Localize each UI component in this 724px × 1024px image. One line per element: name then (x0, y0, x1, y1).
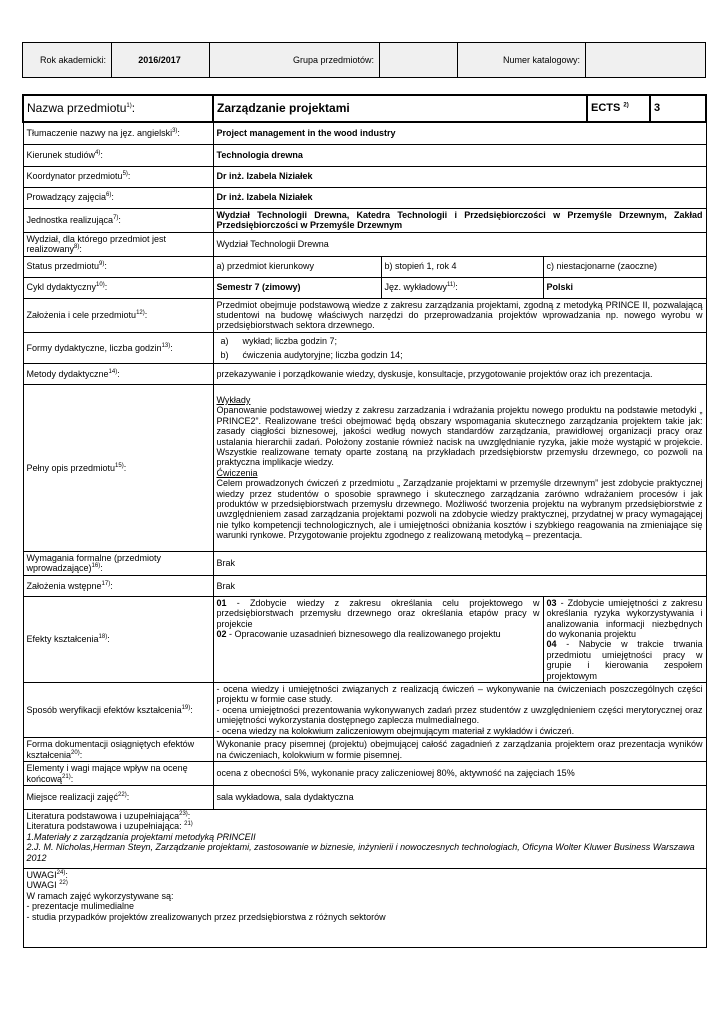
language-label: Jęz. wykładowy (384, 282, 448, 293)
goals-value: Przedmiot obejmuje podstawową wiedze z zakresu zarządzania projektami, zgodną z metodyką PRINCE II, pozwalającą studentowi na budowę właściwych narzędzi do przeprowadzania projektów wprowadzania np. nowego wyrobu w przedsiębiorstwach sektora drzewnego. (213, 298, 706, 332)
lecturer-value: Dr inż. Izabela Niziałek (213, 187, 706, 208)
status-label: Status przedmiotu (26, 261, 100, 272)
methods-row: Metody dydaktyczne$^{14)}$: przekazywanie i porządkowanie wiedzy, dyskusje, konsultacje, przygotowanie projektów oraz ich prezentacja. (23, 363, 706, 384)
requirements-row: Wymagania formalne (przedmioty wprowadzające)$^{16)}$: Brak (23, 551, 706, 575)
place-label: Miejsce realizacji zajęć (26, 792, 119, 803)
academic-year-value: 2016/2017 (112, 43, 210, 78)
documentation-value: Wykonanie pracy pisemnej (projektu) obejmującej całość zagadnień z zarządzania projektem oraz prezentacja wyników na ćwiczeniach, kolokwium w formie pisemnej. (213, 738, 706, 762)
weights-row: Elementy i wagi mające wpływ na ocenę końcową$^{21)}$: ocena z obecności 5%, wykonanie pracy zaliczeniowej 80%, aktywność na zajęciach 15% (23, 762, 706, 786)
requirements-label: Wymagania formalne (przedmioty wprowadzające) (26, 552, 161, 574)
notes-cell: UWAGI$^{24)}$: UWAGI $^{22)}$ W ramach zajęć wykorzystywane są: - prezentacje mulimedialne - studia przypadków projektów zrealizowanych przez przedsiębiorstwa z różnych sektorów (23, 869, 706, 948)
lectures-heading: Wykłady (216, 394, 251, 405)
list-item: 2.J. M. Nicholas,Herman Steyn, Zarządzanie projektami, zastosowanie w biznesie, inżynierii i nowoczesnych technologiach, Oficyna Wolter Kluwer Business Warszawa 2012 (26, 842, 695, 863)
course-group-label: Grupa przedmiotów: (210, 43, 380, 78)
forms-list (217, 336, 703, 360)
translation-value: Project management in the wood industry (213, 122, 706, 144)
prerequisites-row: Założenia wstępne$^{17)}$: Brak (23, 575, 706, 596)
list-item: - ocena wiedzy i umiejętności związanych z realizacją ćwiczeń – wykonywanie na ćwiczeniach poszczególnych części projektu w formie case study. (216, 683, 703, 705)
requirements-value: Brak (213, 551, 706, 575)
list-item: 02 - Opracowanie uzasadnień biznesowego dla realizowanego projektu (216, 628, 501, 639)
list-item: - prezentacje mulimedialne (26, 901, 135, 912)
exercises-heading: Ćwiczenia (216, 467, 258, 478)
goals-row: Założenia i cele przedmiotu$^{12)}$: Przedmiot obejmuje podstawową wiedze z zakresu zarządzania projektami, zgodną z metodyką PRINCE II, pozwalającą studentowi na budowę właściwych narzędzi do przeprowadzania projektów wprowadzania np. nowego wyrobu w przedsiębiorstwach sektora drzewnego. (23, 298, 706, 332)
list-item: a) wykład; liczba godzin 7; (220, 336, 338, 347)
documentation-row: Forma dokumentacji osiągniętych efektów kształcenia$^{20)}$: Wykonanie pracy pisemnej (projektu) obejmującej całość zagadnień z zarządzania projektem oraz prezentacja wyników na ćwiczeniach, kolokwium w formie pisemnej. (23, 738, 706, 762)
translation-label: Tłumaczenie nazwy na jęz. angielski (26, 128, 173, 139)
lecturer-label: Prowadzący zajęcia (26, 192, 107, 203)
list-item: - ocena umiejętności prezentowania wykonywanych zadań przez studentów z uwzględnieniem części merytorycznej oraz umiejętności wykorzystania dostępnego zaplecza mulmedialnego. (216, 704, 703, 726)
documentation-label: Forma dokumentacji osiągniętych efektów kształcenia (26, 739, 195, 760)
ects-value: 3 (650, 95, 706, 122)
academic-year-label: Rok akademicki: (23, 43, 112, 78)
status-row: Status przedmiotu$^{9)}$: a) przedmiot kierunkowy b) stopień 1, rok 4 c) niestacjonarne (zaoczne) (23, 256, 706, 277)
lecturer-row: Prowadzący zajęcia$^{6)}$: Dr inż. Izabela Niziałek (23, 187, 706, 208)
list-item: b) ćwiczenia audytoryjne; liczba godzin 14; (220, 349, 403, 360)
description-value (213, 384, 706, 551)
methods-value: przekazywanie i porządkowanie wiedzy, dyskusje, konsultacje, przygotowanie projektów oraz ich prezentacja. (213, 363, 706, 384)
effects-right (543, 596, 706, 682)
list-item: 01 - Zdobycie wiedzy z zakresu określania celu projektowego w przedsiębiorstwach przemysłu drzewnego oraz określania etapów pracy w projekcie (216, 597, 540, 629)
forms-value (213, 332, 706, 363)
language-value: Polski (543, 277, 706, 298)
notes-row (23, 869, 706, 948)
faculty-label: Wydział, dla którego przedmiot jest realizowany (26, 233, 166, 254)
verification-row: Sposób weryfikacji efektów kształcenia$^{19)}$: - ocena wiedzy i umiejętności związanych z realizacją ćwiczeń – wykonywanie na ćwiczeniach poszczególnych części projektu w formie case study. - ocena umiejętności prezentowania wykonywanych zadań przez studentów z uwzględnieniem części merytorycznej oraz umiejętności wykorzystania dostępnego zaplecza mulmedialnego. - ocena wiedzy na kolokwium zaliczeniowym obejmującym materiał z wykładów i ćwiczeń. (23, 682, 706, 737)
literature-row (23, 810, 706, 869)
description-label: Pełny opis przedmiotu (26, 462, 116, 473)
faculty-row: Wydział, dla którego przedmiot jest realizowany$^{8)}$: Wydział Technologii Drewna (23, 232, 706, 256)
course-name-row: Nazwa przedmiotu$^{1)}$: Zarządzanie projektami ECTS $^{2)}$ 3 (23, 95, 706, 122)
field-value: Technologia drewna (213, 144, 706, 166)
course-name-label: Nazwa przedmiotu (27, 101, 127, 116)
ects-label: ECTS (591, 102, 621, 115)
catalog-number-label: Numer katalogowy: (458, 43, 586, 78)
weights-value: ocena z obecności 5%, wykonanie pracy zaliczeniowej 80%, aktywność na zajęciach 15% (213, 762, 706, 786)
methods-label: Metody dydaktyczne (26, 368, 109, 379)
course-card-table (22, 94, 707, 948)
translation-row: Tłumaczenie nazwy na jęz. angielski$^{3)}$: Project management in the wood industry (23, 122, 706, 144)
course-group-value[interactable] (380, 43, 458, 78)
header-table (22, 42, 706, 78)
list-item: - ocena wiedzy na kolokwium zaliczeniowym obejmującym materiał z wykładów i ćwiczeń. (216, 725, 575, 736)
verification-value (213, 682, 706, 737)
cycle-row: Cykl dydaktyczny$^{10)}$: Semestr 7 (zimowy) Jęz. wykładowy$^{11)}$: Polski (23, 277, 706, 298)
effects-label: Efekty kształcenia (26, 634, 99, 645)
coordinator-row: Koordynator przedmiotu$^{5)}$: Dr inż. Izabela Niziałek (23, 166, 706, 187)
status-mode: c) niestacjonarne (zaoczne) (543, 256, 706, 277)
course-name-value: Zarządzanie projektami (213, 95, 587, 122)
coordinator-value: Dr inż. Izabela Niziałek (213, 166, 706, 187)
prerequisites-value: Brak (213, 575, 706, 596)
field-label: Kierunek studiów (26, 149, 96, 160)
lectures-text: Opanowanie podstawowej wiedzy z zakresu zarzadzania i wdrażania projektu nowego produktu na podstawie metodyki „ PRINCE2”. Realizowane treści obejmować będą obszary wspomagania skutecznego zarządzania projektem takie jak: zasady ciągłości biznesowej, jakości według nowych standardów zarządzania, prawidłowej organizacji pracy oraz ustalania hierarchii zadań. Położony zostanie również nacisk na uwzględnianie ryzyka, jakie może wystąpić w projekcie. Wszystkie realizowane tematy oparte zostaną na przykładach przedsiębiorstw przemysłu drzewnego, co pozwoli na praktyczna implikacje wiedzy. (216, 405, 703, 468)
unit-label: Jednostka realizująca (26, 214, 114, 225)
place-value: sala wykładowa, sala dydaktyczna (213, 786, 706, 810)
coordinator-label: Koordynator przedmiotu (26, 171, 123, 182)
unit-row: Jednostka realizująca$^{7)}$: Wydział Technologii Drewna, Katedra Technologii i Przedsiębiorczości w Przemyśle Drzewnym, Zakład Przedsiębiorczości w Przemyśle Drzewnym (23, 208, 706, 232)
goals-label: Założenia i cele przedmiotu (26, 309, 137, 320)
faculty-value: Wydział Technologii Drewna (213, 232, 706, 256)
literature-label: Literatura podstawowa i uzupełniająca (26, 811, 180, 821)
literature-cell: Literatura podstawowa i uzupełniająca$^{23)}$: Literatura podstawowa i uzupełniająca: $^{21)}$ 1.Materiały z zarządzania projektami metodyką PRINCEII 2.J. M. Nicholas,Herman Steyn, Zarządzanie projektami, zastosowanie w biznesie, inżynierii i nowoczesnych technologiach, Oficyna Wolter Kluwer Business Warszawa 2012 (23, 810, 706, 869)
cycle-label: Cykl dydaktyczny (26, 282, 97, 293)
verification-label: Sposób weryfikacji efektów kształcenia (26, 704, 182, 715)
forms-label: Formy dydaktyczne, liczba godzin (26, 342, 162, 353)
list-item: 04 - Nabycie w trakcie trwania przedmiotu umiejętności pracy w grupie i kierowania zespołem projektowym (546, 639, 703, 681)
forms-row: Formy dydaktyczne, liczba godzin$^{13)}$: a) wykład; liczba godzin 7; b) ćwiczenia audytoryjne; liczba godzin 14; (23, 332, 706, 363)
notes-intro: W ramach zajęć wykorzystywane są: (26, 890, 174, 901)
status-level: b) stopień 1, rok 4 (381, 256, 543, 277)
weights-label: Elementy i wagi mające wpływ na ocenę końcową (26, 763, 188, 784)
unit-value: Wydział Technologii Drewna, Katedra Technologii i Przedsiębiorczości w Przemyśle Drzewnym, Zakład Przedsiębiorczości w Przemyśle Drzewnym (213, 208, 706, 232)
notes-label: UWAGI (26, 870, 57, 880)
status-type: a) przedmiot kierunkowy (213, 256, 381, 277)
catalog-number-value[interactable] (586, 43, 706, 78)
effects-left (213, 596, 543, 682)
cycle-value: Semestr 7 (zimowy) (213, 277, 381, 298)
literature-sublabel: Literatura podstawowa i uzupełniająca: (26, 821, 182, 832)
notes-sublabel: UWAGI (26, 880, 57, 891)
prerequisites-label: Założenia wstępne (26, 580, 102, 591)
place-row: Miejsce realizacji zajęć$^{22)}$: sala wykładowa, sala dydaktyczna (23, 786, 706, 810)
description-row: Pełny opis przedmiotu$^{15)}$: Wykłady Opanowanie podstawowej wiedzy z zakresu zarzadzania i wdrażania projektu nowego produktu na podstawie metodyki „ PRINCE2”. Realizowane treści obejmować będą obszary wspomagania skutecznego zarządzania projektem takie jak: zasady ciągłości biznesowej, jakości według nowych standardów zarządzania, prawidłowej organizacji pracy oraz ustalania hierarchii zadań. Położony zostanie również nacisk na uwzględnianie ryzyka, jakie może wystąpić w projekcie. Wszystkie realizowane tematy oparte zostaną na przykładach przedsiębiorstw przemysłu drzewnego, co pozwoli na praktyczna implikacje wiedzy. Ćwiczenia Celem prowadzonych ćwiczeń z przedmiotu „ Zarządzanie projektami w przemyśle drzewnym” jest zdobycie praktycznej wiedzy przez studentów o sposobie sprawnego i skutecznego zarządzania zarówno wdrażaniem procesów i jak produktów w przedsiębiorstwach przemysłu drzewnego. Możliwość tworzenia projektu na wybranym przedsiębiorstwie z uwzględnieniem zasad zarządzania projektami pozwoli na zdobycie wiedzy praktycznej, przydatnej w pracy wymagającej nie tylko kompetencji technologicznych, ale i umiejętności obniżania kosztów i szybkiego reagowania na zmieniające się warunki rynkowe. Przygotowanie projektu zgodnego z realizowaną metodyką – prezentacja. (23, 384, 706, 551)
effects-row: Efekty kształcenia$^{18)}$: 01 - Zdobycie wiedzy z zakresu określania celu projektowego w przedsiębiorstwach przemysłu drzewnego oraz określania etapów pracy w projekcie 02 - Opracowanie uzasadnień biznesowego dla realizowanego projektu 03 - Zdobycie umiejętności z zakresu określania ryzyka wykorzystywania i analizowania informacji niezbędnych do wykonania projektu 04 - Nabycie w trakcie trwania przedmiotu umiejętności pracy w grupie i kierowania zespołem projektowym (23, 596, 706, 682)
exercises-text: Celem prowadzonych ćwiczeń z przedmiotu „ Zarządzanie projektami w przemyśle drzewnym” jest zdobycie praktycznej wiedzy przez studentów o sposobie sprawnego i skutecznego zarządzania zarówno wdrażaniem procesów i jak produktów w przedsiębiorstwach przemysłu drzewnego. Możliwość tworzenia projektu na wybranym przedsiębiorstwie z uwzględnieniem zasad zarządzania projektami pozwoli na zdobycie wiedzy praktycznej, przydatnej w pracy wymagającej nie tylko kompetencji technologicznych, ale i umiejętności obniżania kosztów i szybkiego reagowania na zmieniające się warunki rynkowe. Przygotowanie projektu zgodnego z realizowaną metodyką – prezentacja. (216, 478, 703, 541)
list-item: - studia przypadków projektów zrealizowanych przez przedsiębiorstwa z różnych sektorów (26, 911, 386, 922)
field-row: Kierunek studiów$^{4)}$: Technologia drewna (23, 144, 706, 166)
list-item: 03 - Zdobycie umiejętności z zakresu określania ryzyka wykorzystywania i analizowania informacji niezbędnych do wykonania projektu (546, 597, 703, 639)
list-item: 1.Materiały z zarządzania projektami metodyką PRINCEII (26, 831, 256, 842)
